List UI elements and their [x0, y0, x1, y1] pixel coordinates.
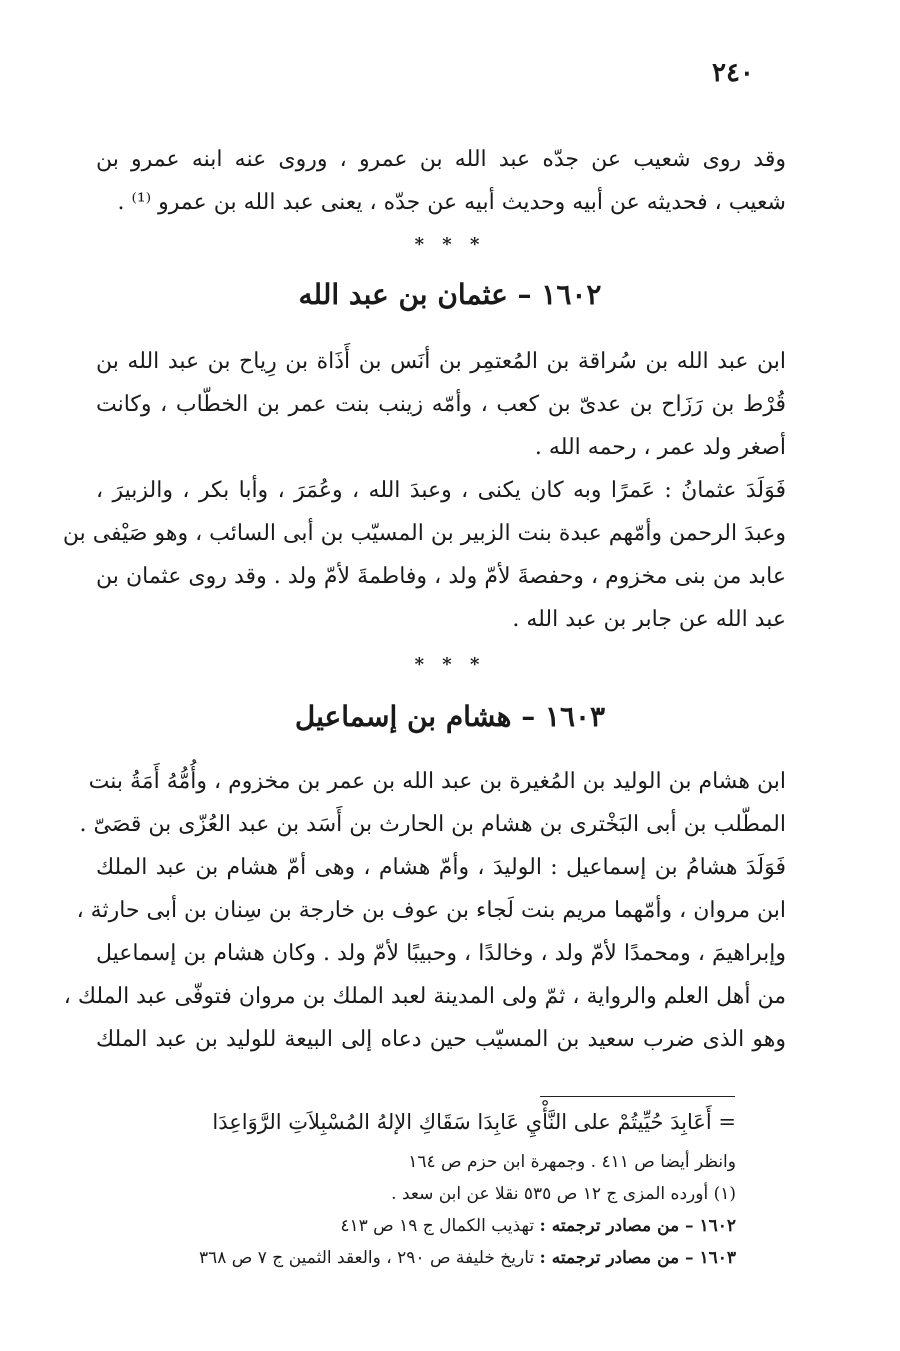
footnote-label: ١٦٠٣ – من مصادر ترجمته :	[539, 1248, 736, 1268]
text-line: أصغر ولد عمر ، رحمه الله .	[534, 435, 786, 460]
text-line: شعيب ، فحديثه عن أبيه وحديث أبيه عن جدّه ، يعنى عبد الله بن عمرو ⁽¹⁾ .	[117, 190, 786, 215]
text-line: المطّلب بن أبى البَخْترى بن هشام بن الحارث بن أَسَد بن عبد العُزّى بن قصَىّ .	[79, 812, 786, 837]
page-number: ٢٤٠	[712, 58, 754, 88]
text-line: قُرْط بن رَزَاح بن عدىّ بن كعب ، وأمّه زينب بنت عمر بن الخطّاب ، وكانت	[96, 392, 786, 417]
section-separator: * * *	[414, 654, 486, 675]
entry-heading-1603: ١٦٠٣ – هشام بن إسماعيل	[294, 700, 606, 733]
text-line: من أهل العلم والرواية ، ثمّ ولى المدينة لعبد الملك بن مروان فتوفّى عبد الملك ،	[63, 984, 786, 1009]
text-line: ابن هشام بن الوليد بن المُغيرة بن عبد الله بن عمر بن مخزوم ، وأُمُّهُ أَمَةُ بنت	[88, 769, 786, 794]
text-line: ابن مروان ، وأمّهما مريم بنت لَجاء بن عوف بن خارجة بن سِنان بن أبى حارثة ،	[76, 898, 786, 923]
text-line: وقد روى شعيب عن جدّه عبد الله بن عمرو ، وروى عنه ابنه عمرو بن	[96, 147, 786, 172]
footnote-1: (١) أورده المزى ج ١٢ ص ٥٣٥ نقلا عن ابن سعد .	[391, 1184, 736, 1204]
footnote-source-1602	[96, 1216, 736, 1236]
text-line: عابد من بنى مخزوم ، وحفصةَ لأمّ ولد ، وفاطمةَ لأمّ ولد . وقد روى عثمان بن	[96, 564, 786, 589]
footnote-poem: = أَعَابِدَ حُيِّيتُمْ على النَّأْيِ عَابِدَا سَقَاكِ الإلهُ المُسْبِلاَتِ الرَّوَاعِدَا	[212, 1110, 736, 1134]
entry-body-1603	[63, 760, 786, 1061]
section-separator: * * *	[414, 234, 486, 255]
entry-heading-1602: ١٦٠٢ – عثمان بن عبد الله	[298, 278, 602, 311]
text-line: وعبدَ الرحمن وأمّهم عبدة بنت الزبير بن المسيّب بن أبى السائب ، وهو صَيْفى بن	[62, 521, 786, 546]
footnote-text: تهذيب الكمال ج ١٩ ص ٤١٣	[340, 1216, 535, 1236]
text-line: وهو الذى ضرب سعيد بن المسيّب حين دعاه إلى البيعة للوليد بن عبد الملك	[96, 1027, 786, 1052]
entry-body-1602	[62, 340, 786, 641]
footnote-reference: وانظر أيضا ص ٤١١ . وجمهرة ابن حزم ص ١٦٤	[408, 1152, 736, 1172]
text-line: فَوَلَدَ هشامُ بن إسماعيل : الوليدَ ، وأمّ هشام ، وهى أمّ هشام بن عبد الملك	[96, 855, 786, 880]
footnote-source-1603	[96, 1248, 736, 1268]
text-line: فَوَلَدَ عثمانُ : عَمرًا وبه كان يكنى ، وعبدَ الله ، وعُمَرَ ، وأبا بكر ، والزبيرَ ،	[96, 478, 786, 503]
footnote-text: تاريخ خليفة ص ٢٩٠ ، والعقد الثمين ج ٧ ص ٣٦٨	[198, 1248, 535, 1268]
text-line: وإبراهيمَ ، ومحمدًا لأمّ ولد ، وخالدًا ، وحبيبًا لأمّ ولد . وكان هشام بن إسماعيل	[96, 941, 786, 966]
footnote-divider	[540, 1096, 735, 1097]
text-line: ابن عبد الله بن سُراقة بن المُعتمِر بن أنَس بن أَذَاة بن رِياح بن عبد الله بن	[96, 349, 786, 374]
intro-paragraph	[96, 138, 786, 224]
footnote-label: ١٦٠٢ – من مصادر ترجمته :	[539, 1216, 736, 1236]
text-line: عبد الله عن جابر بن عبد الله .	[512, 607, 786, 632]
